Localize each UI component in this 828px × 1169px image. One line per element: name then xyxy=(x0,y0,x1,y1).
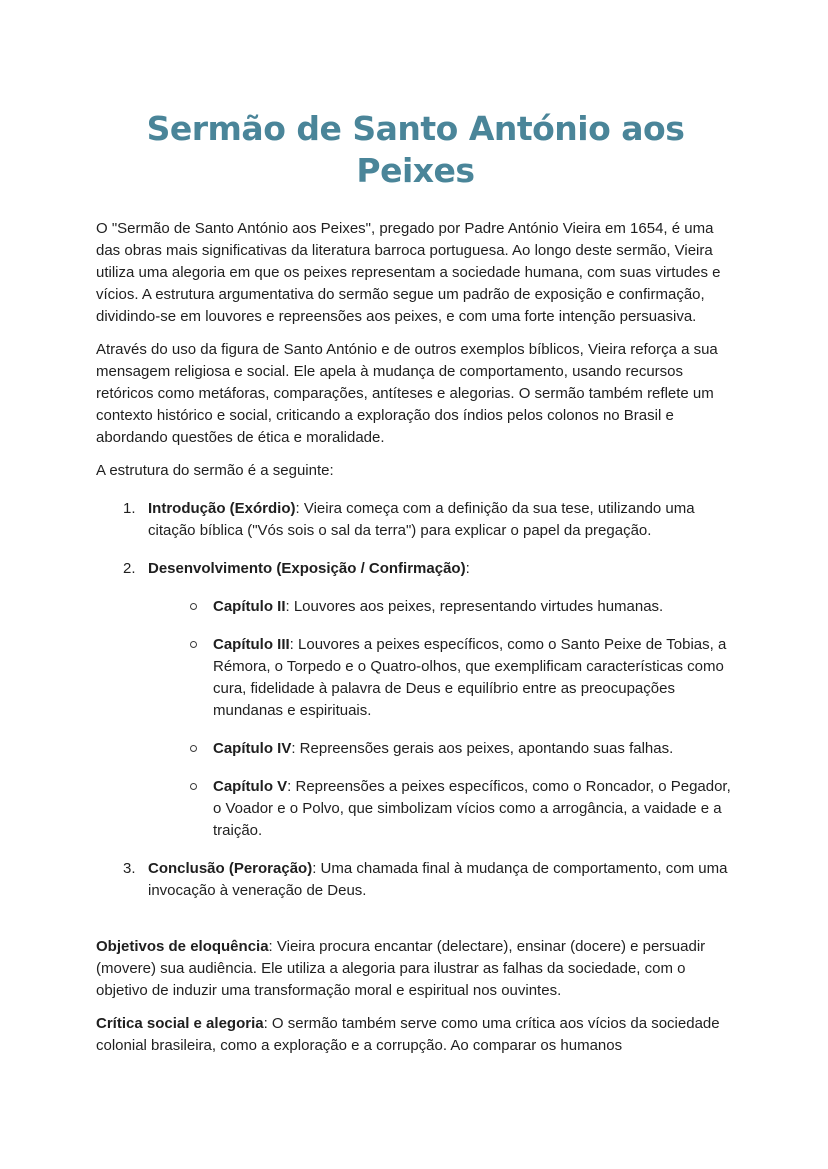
document-title: Sermão de Santo António aos Peixes xyxy=(146,109,685,190)
list-item-desenvolvimento xyxy=(96,558,735,842)
list-item-text xyxy=(148,558,735,842)
sublist-item-capitulo-5 xyxy=(148,776,735,842)
sublist-item-text xyxy=(213,634,735,722)
paragraph-body: : O sermão também serve como uma crítica aos vícios da sociedade colonial brasileira, como a exploração e a corrupção. Ao comparar os humanos xyxy=(96,1015,720,1054)
paragraph-objetivos xyxy=(96,936,735,1002)
paragraph-heading: Crítica social e alegoria xyxy=(96,1015,264,1032)
sublist-item-capitulo-3 xyxy=(148,634,735,722)
sublist-item-text xyxy=(213,596,735,618)
list-item-introducao xyxy=(96,498,735,542)
paragraph-body: : Vieira procura encantar (delectare), ensinar (docere) e persuadir (movere) sua audiência. Ele utiliza a alegoria para ilustrar as falhas da sociedade, com o objetivo de induzir uma transformação moral e espiritual nos ouvintes. xyxy=(96,938,706,999)
sublist-item-heading: Capítulo V xyxy=(213,778,288,795)
circle-bullet-icon xyxy=(190,776,213,842)
list-item-heading: Introdução (Exórdio) xyxy=(148,500,296,517)
sublist-item-capitulo-4 xyxy=(148,738,735,760)
list-marker: 1. xyxy=(123,500,136,517)
sublist-item-heading: Capítulo III xyxy=(213,636,290,653)
list-item-body: : Uma chamada final à mudança de comportamento, com uma invocação à veneração de Deus. xyxy=(148,860,728,899)
list-item-conclusao xyxy=(96,858,735,902)
list-intro: A estrutura do sermão é a seguinte: xyxy=(96,462,334,479)
paragraph-critica xyxy=(96,1013,735,1057)
list-marker: 2. xyxy=(123,560,136,577)
list-item-heading: Conclusão (Peroração) xyxy=(148,860,313,877)
sublist-item-body: : Louvores aos peixes, representando virtudes humanas. xyxy=(285,598,664,615)
sublist-item-capitulo-2 xyxy=(148,596,735,618)
circle-bullet-icon xyxy=(190,738,213,760)
list-item-heading: Desenvolvimento (Exposição / Confirmação) xyxy=(148,560,466,577)
paragraph-rhetoric: Através do uso da figura de Santo António e de outros exemplos bíblicos, Vieira reforça a sua mensagem religiosa e social. Ele apela à mudança de comportamento, usando recursos retóricos como metáforas, comparações, antíteses e alegorias. O sermão também reflete um contexto histórico e social, criticando a exploração dos índios pelos colonos no Brasil e abordando questões de ética e moralidade. xyxy=(96,341,718,446)
list-item-body: : Vieira começa com a definição da sua tese, utilizando uma citação bíblica ("Vós sois o sal da terra") para explicar o papel da pregação. xyxy=(148,500,695,539)
paragraph-overview: O "Sermão de Santo António aos Peixes", pregado por Padre António Vieira em 1654, é uma das obras mais significativas da literatura barroca portuguesa. Ao longo deste sermão, Vieira utiliza uma alegoria em que os peixes representam a sociedade humana, com suas virtudes e vícios. A estrutura argumentativa do sermão segue um padrão de exposição e confirmação, dividindo-se em louvores e repreensões aos peixes, e com uma forte intenção persuasiva. xyxy=(96,220,721,325)
sublist-item-body: : Repreensões gerais aos peixes, apontando suas falhas. xyxy=(291,740,674,757)
sublist-item-heading: Capítulo II xyxy=(213,598,286,615)
sermon-structure-list xyxy=(96,498,735,902)
sublist-item-text xyxy=(213,776,735,842)
list-item-body: : xyxy=(465,560,470,577)
sublist-item-text xyxy=(213,738,735,760)
sublist-item-heading: Capítulo IV xyxy=(213,740,292,757)
sublist-item-body: : Repreensões a peixes específicos, como o Roncador, o Pegador, o Voador e o Polvo, que simbolizam vícios como a arrogância, a vaidade e a traição. xyxy=(213,778,731,839)
paragraph-heading: Objetivos de eloquência xyxy=(96,938,269,955)
chapter-sublist xyxy=(148,596,735,842)
list-item-text xyxy=(148,498,735,542)
circle-bullet-icon xyxy=(190,634,213,722)
sublist-item-body: : Louvores a peixes específicos, como o Santo Peixe de Tobias, a Rémora, o Torpedo e o Quatro-olhos, que exemplificam características como cura, fidelidade à palavra de Deus e equilíbrio entre as preocupações mundanas e espirituais. xyxy=(213,636,727,719)
list-item-text xyxy=(148,858,735,902)
circle-bullet-icon xyxy=(190,596,213,618)
list-marker: 3. xyxy=(123,860,136,877)
